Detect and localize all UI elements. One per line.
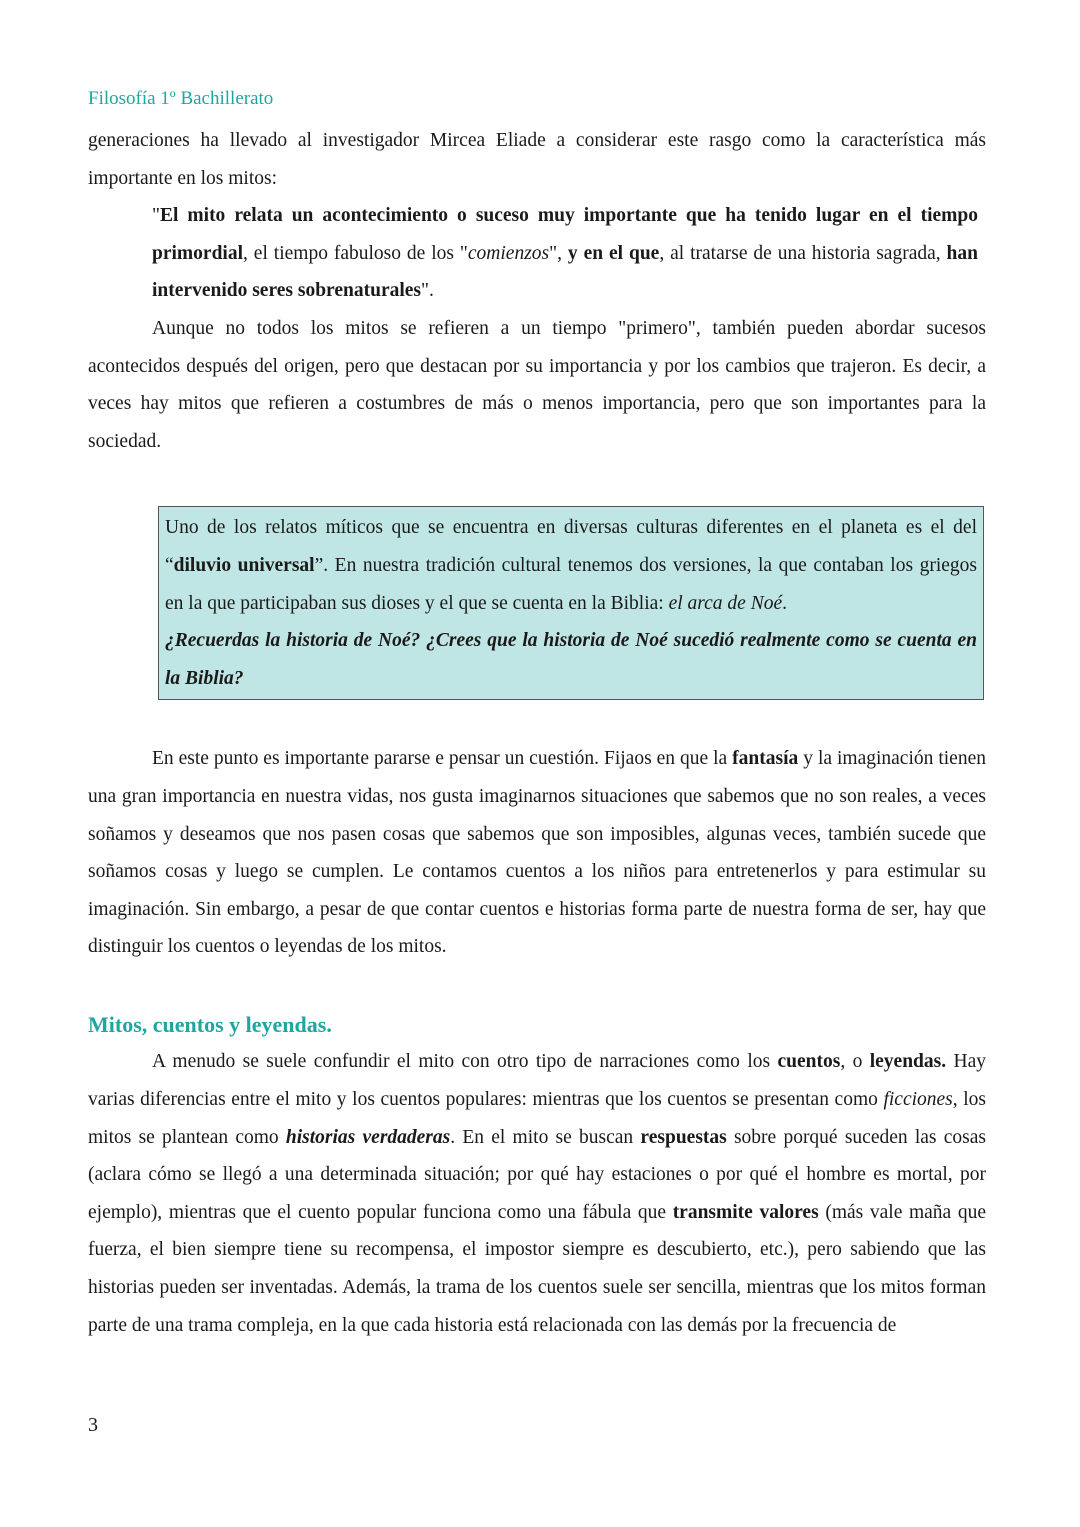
box-bold-diluvio: diluvio universal [173, 554, 315, 576]
quote-bold-1: El mito relata un acontecimiento o suceso muy importante que ha tenido lugar en el tiempo primordial [152, 205, 978, 264]
page-content [88, 122, 986, 1344]
box-text: Uno de los relatos míticos que se encuentra en diversas culturas diferentes en el planeta es el del “diluvio universal”. En nuestra tradición cultural tenemos dos versiones, la que contaban los griegos en la que participaban sus dioses y el que se cuenta en la Biblia: el arca de Noé. [165, 517, 978, 614]
page-number: 3 [88, 1414, 98, 1436]
page-header: Filosofía 1º Bachillerato [88, 88, 274, 109]
box-question: ¿Recuerdas la historia de Noé? ¿Crees que la historia de Noé sucedió realmente como se cuenta en la Biblia? [165, 630, 977, 689]
section-heading: Mitos, cuentos y leyendas. [88, 1011, 332, 1037]
paragraph-tiempo-primero: Aunque no todos los mitos se refieren a un tiempo "primero", también pueden abordar sucesos acontecidos después del origen, pero que destacan por su importancia y por los cambios que trajeron. Es decir, a veces hay mitos que refieren a costumbres de más o menos importancia, pero que son importantes para la sociedad. [88, 317, 986, 452]
paragraph-fantasia: En este punto es importante pararse e pensar un cuestión. Fijaos en que la fantasía y la imaginación tienen una gran importancia en nuestra vidas, nos gusta imaginarnos situaciones que sabemos que no son reales, a veces soñamos y deseamos que nos pasen cosas que sabemos que son imposibles, algunas veces, también sucede que soñamos cosas y luego se cumplen. Le contamos cuentos a los niños para entretenerlos y para estimular su imaginación. Sin embargo, a pesar de que contar cuentos e historias forma parte de nuestra forma de ser, hay que distinguir los cuentos o leyendas de los mitos. [88, 748, 986, 958]
quote-italic-1: comienzos [467, 242, 550, 264]
box-italic-arca: el arca de Noé [668, 592, 783, 614]
eliade-quote: "El mito relata un acontecimiento o suceso muy importante que ha tenido lugar en el tiempo primordial, el tiempo fabuloso de los "comienzos", y en el que, al tratarse de una historia sagrada, han intervenido seres sobrenaturales". [152, 205, 978, 302]
paragraph-mitos-cuentos: A menudo se suele confundir el mito con otro tipo de narraciones como los cuentos, o leyendas. Hay varias diferencias entre el mito y los cuentos populares: mientras que los cuentos se presentan como ficciones, los mitos se plantean como historias verdaderas. En el mito se buscan respuestas sobre porqué suceden las cosas (aclara cómo se llegó a una determinada situación; por qué hay estaciones o por qué el hombre es mortal, por ejemplo), mientras que el cuento popular funciona como una fábula que transmite valores (más vale maña que fuerza, el bien siempre tiene su recompensa, el impostor siempre es descubierto, etc.), pero sabiendo que las historias pueden ser inventadas. Además, la trama de los cuentos suele ser sencilla, mientras que los mitos forman parte de una trama compleja, en la que cada historia está relacionada con las demás por la frecuencia de [88, 1051, 986, 1336]
quote-bold-3: han intervenido seres sobrenaturales [152, 242, 978, 302]
quote-bold-2: y en el que [567, 242, 660, 264]
paragraph-intro: generaciones ha llevado al investigador Mircea Eliade a considerar este rasgo como la característica más importante en los mitos: [88, 130, 986, 189]
bold-fantasia: fantasía [732, 748, 799, 770]
activity-box-diluvio [158, 506, 984, 700]
